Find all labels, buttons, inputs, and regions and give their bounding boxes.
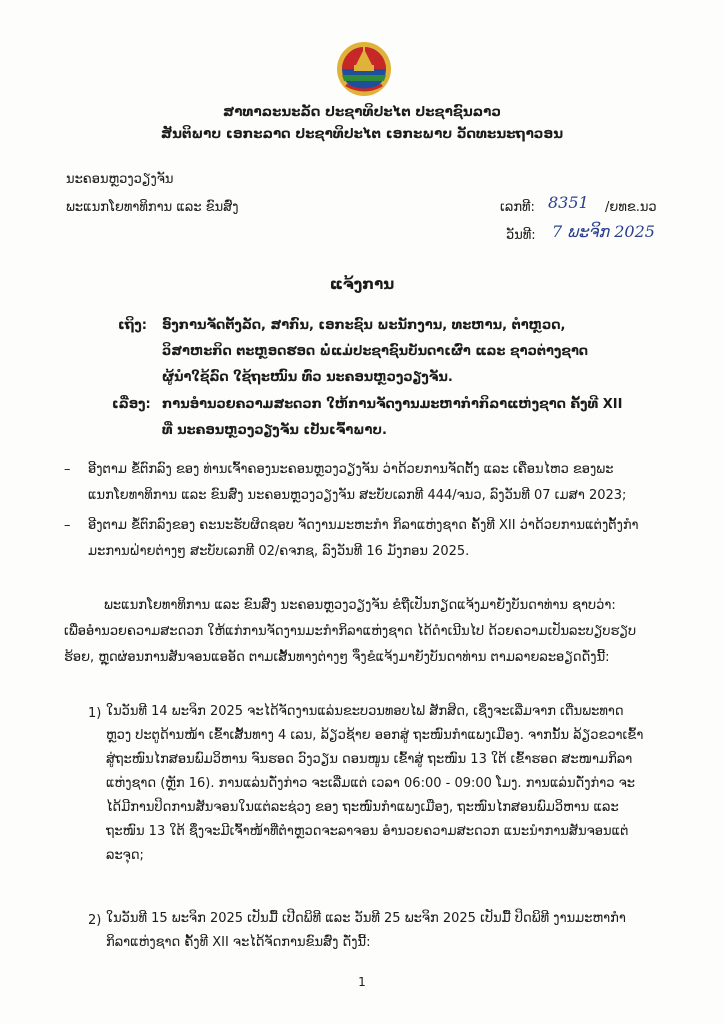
subject-line1: ການອຳນວຍຄວາມສະດວກ ໃຫ້ການຈັດງານມະຫາກຳກິລາແຫ່ງຊາດ ຄັ້ງທີ XII xyxy=(162,397,623,412)
to-line3: ຜູ້ນຳໃຊ້ລົດ ໃຊ້ຖະໜົນ ທົ່ວ ນະຄອນຫຼວງວຽງຈັນ. xyxy=(162,370,453,385)
org-line1: ນະຄອນຫຼວງວຽງຈັນ xyxy=(66,172,174,187)
number-suffix: /ຍທຂ.ນວ xyxy=(605,200,657,215)
item-1-text xyxy=(106,700,686,868)
document-title: ແຈ້ງການ xyxy=(329,275,395,293)
to-line2: ວິສາຫະກິດ ຕະຫຼອດຮອດ ພໍ່ແມ່ປະຊາຊົນບັນດາເຜົ່າ ແລະ ຊາວຕ່າງຊາດ xyxy=(162,344,589,359)
item-1-line: ຖະໜົນ 13 ໃຕ້ ຊຶ່ງຈະມີເຈົ້າໜ້າທີ່ຕຳຫຼວດຈະລາຈອນ ອຳນວຍຄວາມສະດວກ ແນະນຳການສັນຈອນແຕ່ xyxy=(106,824,629,839)
item-2-line: ກິລາແຫ່ງຊາດ ຄັ້ງທີ XII ຈະໄດ້ຈັດການຂົນສົ່ງ ດັ່ງນີ້: xyxy=(106,935,371,950)
intro-line1: ພະແນກໂຍທາທິການ ແລະ ຂົນສົ່ງ ນະຄອນຫຼວງວຽງຈັນ ຂໍຖືເປັນກຽດແຈ້ງມາຍັງບັນດາທ່ານ ຊາບວ່າ: xyxy=(104,598,616,613)
reference-1-line1: ອີງຕາມ ຂໍ້ຕົກລົງ ຂອງ ທ່ານເຈົ້າຄອງນະຄອນຫຼວງວຽງຈັນ ວ່າດ້ວຍການຈັດຕັ້ງ ແລະ ເຄື່ອນໄຫວ ຂອງພະ xyxy=(88,462,614,477)
lao-national-emblem xyxy=(332,35,396,99)
national-motto-line2: ສັນຕິພາບ ເອກະລາດ ປະຊາທິປະໄຕ ເອກະພາບ ວັດທະນະຖາວອນ xyxy=(160,126,564,142)
date-label: ວັນທີ: xyxy=(506,228,536,243)
item-1-line: ໄດ້ມີການປິດການສັນຈອນໃນແຕ່ລະຊ່ວງ ຂອງ ຖະໜົນກຳແພງເມືອງ, ຖະໜົນໄກສອນພົມວິຫານ ແລະ xyxy=(106,800,619,815)
reference-bullet: – xyxy=(64,518,71,533)
item-2-number: 2) xyxy=(88,913,102,928)
item-1-line: ຫຼວງ ປະຕູດ້ານໜ້າ ເຂົ້າເສັ້ນທາງ 4 ເລນ, ລ້ຽວຊ້າຍ ອອກສູ່ ຖະໜົນກຳແພງເມືອງ. ຈາກນັ້ນ ລ້ຽວຂວາເຂົ້າ xyxy=(106,728,644,743)
number-label: ເລກທີ: xyxy=(500,200,535,215)
reference-1-line2: ແນກໂຍທາທິການ ແລະ ຂົນສົ່ງ ນະຄອນຫຼວງວຽງຈັນ ສະບັບເລກທີ 444/ຈນວ, ລົງວັນທີ 07 ເມສາ 2023; xyxy=(88,488,627,503)
to-line1: ອົງການຈັດຕັ້ງລັດ, ສາກົນ, ເອກະຊົນ ພະນັກງານ, ທະຫານ, ຕຳຫຼວດ, xyxy=(162,318,566,333)
reference-bullet: – xyxy=(64,462,71,477)
item-1-number: 1) xyxy=(88,706,102,721)
page-number: 1 xyxy=(358,975,366,989)
subject-label: ເລື່ອງ: xyxy=(112,397,151,412)
handwritten-number: 8351 xyxy=(548,193,589,212)
org-line2: ພະແນກໂຍທາທິການ ແລະ ຂົນສົ່ງ xyxy=(66,200,239,215)
item-2-line: ໃນວັນທີ 15 ພະຈິກ 2025 ເປັນມື້ ເປີດພິທີ ແລະ ວັນທີ 25 ພະຈິກ 2025 ເປັນມື້ ປິດພິທີ ງານມະຫາກຳ xyxy=(106,911,626,926)
intro-line2: ເພື່ອອຳນວຍຄວາມສະດວກ ໃຫ້ແກ່ການຈັດງານມະກຳກິລາແຫ່ງຊາດ ໄດ້ດຳເນີນໄປ ດ້ວຍຄວາມເປັນລະບຽບຮຽບ xyxy=(64,624,637,639)
reference-2-line1: ອີງຕາມ ຂໍ້ຕົກລົງຂອງ ຄະນະຮັບຜິດຊອບ ຈັດງານມະຫະກຳ ກິລາແຫ່ງຊາດ ຄັ້ງທີ XII ວ່າດ້ວຍການແຕ່ງຕັ້ງກຳ xyxy=(88,518,639,533)
item-2-text xyxy=(106,907,686,955)
intro-line3: ຮ້ອຍ, ຫຼຸດຜ່ອນການສັນຈອນແອອັດ ຕາມເສັ້ນທາງຕ່າງໆ ຈຶ່ງຂໍແຈ້ງມາຍັງບັນດາທ່ານ ຕາມລາຍລະອຽດດັ່ງນີ້: xyxy=(64,650,610,665)
national-title-line1: ສາທາລະນະລັດ ປະຊາທິປະໄຕ ປະຊາຊົນລາວ xyxy=(223,104,501,120)
subject-line2: ທີ່ ນະຄອນຫຼວງວຽງຈັນ ເປັນເຈົ້າພາບ. xyxy=(162,423,387,438)
item-1-line: ສູ່ຖະໜົນໄກສອນພົມວິຫານ ຈົນຮອດ ວົງວຽນ ດອນໜູນ ເຂົ້າສູ່ ຖະໜົນ 13 ໃຕ້ ເຂົ້າຮອດ ສະໜາມກິລາ xyxy=(106,752,633,767)
to-label: ເຖິງ: xyxy=(118,318,148,333)
reference-2-line2: ມະການຝ່າຍຕ່າງໆ ສະບັບເລກທີ 02/ຄຈກຊ, ລົງວັນທີ 16 ມັງກອນ 2025. xyxy=(88,544,470,559)
item-1-line: ໃນວັນທີ 14 ພະຈິກ 2025 ຈະໄດ້ຈັດງານແລ່ນຂະບວນທອບໄຟ ສັກສິດ, ເຊິ່ງຈະເລີ່ມຈາກ ເດີ່ນພະທາດ xyxy=(106,704,624,719)
item-1-line: ລະຈຸດ; xyxy=(106,848,144,863)
item-1-line: ແຫ່ງຊາດ (ຫຼັກ 16). ການແລ່ນດັ່ງກ່າວ ຈະເລີ່ມແຕ່ ເວລາ 06:00 - 09:00 ໂມງ. ການແລ່ນດັ່ງກ່າວ ຈະ xyxy=(106,776,635,791)
handwritten-date: 7 ພະຈິກ 2025 xyxy=(552,222,655,241)
